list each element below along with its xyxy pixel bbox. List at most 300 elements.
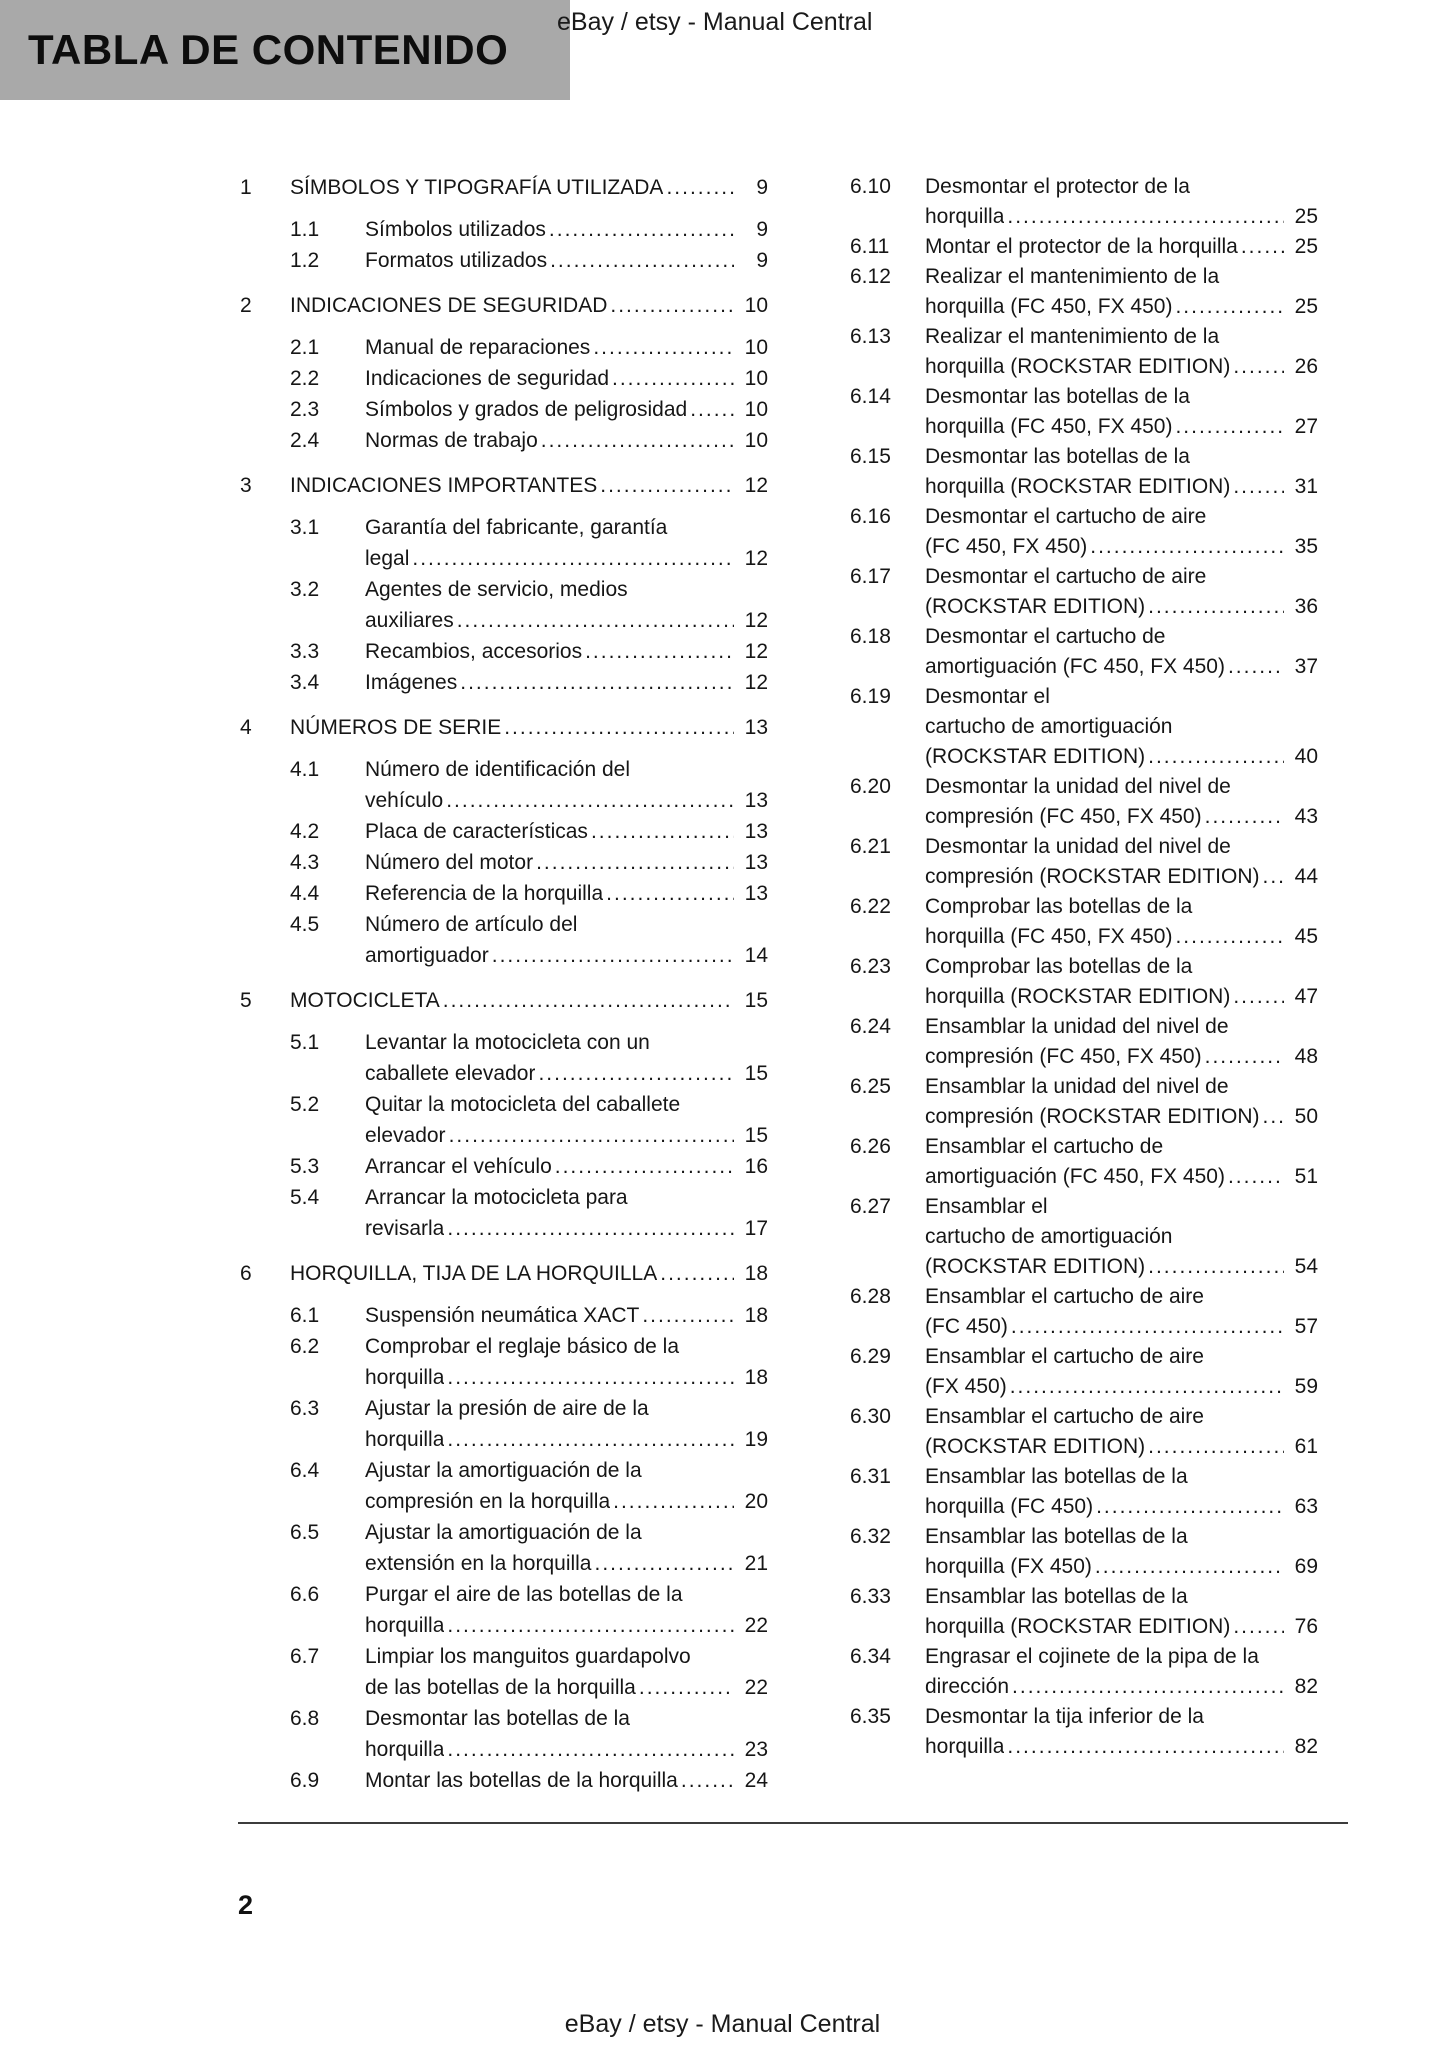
toc-entry-lastline	[365, 332, 768, 363]
toc-entry-body	[365, 1517, 768, 1579]
toc-entry-line: Desmontar el cartucho de	[925, 625, 1166, 648]
toc-entry-number: 6.8	[290, 1707, 320, 1730]
dot-leader	[447, 1362, 734, 1393]
toc-entry-line: Ensamblar el cartucho de	[925, 1135, 1164, 1158]
toc-entry-line: Desmontar las botellas de la	[925, 385, 1190, 408]
toc-page-number: 36	[1294, 595, 1318, 618]
dot-leader	[538, 1058, 734, 1089]
dot-leader	[600, 470, 734, 501]
toc-page-number: 15	[744, 1062, 768, 1085]
toc-entry-text: horquilla	[365, 1614, 445, 1637]
toc-page-number: 15	[744, 989, 768, 1012]
toc-entry-number: 6.6	[290, 1583, 320, 1606]
toc-entry-text: horquilla (FC 450, FX 450)	[925, 415, 1173, 438]
toc-section-entry	[290, 363, 768, 394]
toc-entry-line: Ensamblar las botellas de la	[925, 1465, 1188, 1488]
toc-section-entry	[290, 574, 768, 636]
dot-leader	[1010, 1372, 1284, 1402]
toc-entry-lastline	[925, 1102, 1318, 1132]
toc-entry-number: 2.2	[290, 367, 320, 390]
dot-leader	[1148, 742, 1284, 772]
toc-entry-text: Montar el protector de la horquilla	[925, 235, 1238, 258]
toc-entry-body	[365, 1455, 768, 1517]
toc-column-left	[240, 172, 768, 1796]
toc-entry-text: dirección	[925, 1675, 1010, 1698]
toc-entry-line: Desmontar la unidad del nivel de	[925, 835, 1231, 858]
toc-entry-lastline	[365, 847, 768, 878]
toc-entry-line: Engrasar el cojinete de la pipa de la	[925, 1645, 1259, 1668]
toc-entry-number: 6.22	[850, 895, 891, 918]
toc-entry-text: Normas de trabajo	[365, 429, 538, 452]
toc-section-entry	[850, 832, 1318, 892]
toc-entry-text: Recambios, accesorios	[365, 640, 583, 663]
toc-page-number: 76	[1294, 1615, 1318, 1638]
toc-entry-body	[365, 1393, 768, 1455]
dot-leader	[1233, 352, 1284, 382]
toc-section-entry	[290, 1089, 768, 1151]
toc-entry-line: Garantía del fabricante, garantía	[365, 516, 668, 539]
toc-page-number: 15	[744, 1124, 768, 1147]
dot-leader	[541, 425, 734, 456]
toc-page-number: 12	[744, 547, 768, 570]
toc-entry-line: Ensamblar las botellas de la	[925, 1525, 1188, 1548]
toc-page-number: 10	[744, 294, 768, 317]
toc-section-entry	[850, 232, 1318, 262]
toc-entry-number: 6.28	[850, 1285, 891, 1308]
toc-entry-lastline	[365, 394, 768, 425]
toc-entry-lastline	[925, 532, 1318, 562]
toc-section-entry	[850, 382, 1318, 442]
toc-entry-body	[925, 1522, 1318, 1582]
toc-entry-number: 6.11	[850, 235, 890, 258]
toc-entry-text: (ROCKSTAR EDITION)	[925, 745, 1146, 768]
toc-entry-number: 4.1	[290, 758, 320, 781]
toc-page-number: 13	[744, 820, 768, 843]
toc-entry-body	[925, 1072, 1318, 1132]
toc-entry-line: Agentes de servicio, medios	[365, 578, 628, 601]
dot-leader	[1012, 1672, 1284, 1702]
toc-section-entry	[290, 394, 768, 425]
toc-entry-text: horquilla (FC 450, FX 450)	[925, 925, 1173, 948]
toc-page-number: 27	[1294, 415, 1318, 438]
toc-entry-number: 6.5	[290, 1521, 320, 1544]
toc-entry-lastline	[365, 1734, 768, 1765]
dot-leader	[639, 1672, 734, 1703]
toc-entry-line: Limpiar los manguitos guardapolvo	[365, 1645, 691, 1668]
toc-entry-line: Desmontar las botellas de la	[365, 1707, 630, 1730]
toc-page-number: 61	[1294, 1435, 1318, 1458]
toc-entry-number: 4	[240, 716, 252, 739]
toc-page-number: 43	[1294, 805, 1318, 828]
toc-entry-body	[290, 470, 768, 501]
toc-entry-line: Desmontar el cartucho de aire	[925, 565, 1207, 588]
toc-section-entry	[290, 1151, 768, 1182]
toc-entry-body	[290, 290, 768, 321]
toc-entry-body	[925, 502, 1318, 562]
dot-leader	[591, 816, 734, 847]
toc-entry-text: horquilla	[365, 1366, 445, 1389]
toc-entry-lastline	[290, 1258, 768, 1289]
toc-entry-lastline	[925, 202, 1318, 232]
toc-entry-number: 6.12	[850, 265, 891, 288]
toc-entry-body	[365, 425, 768, 456]
toc-entry-body	[365, 332, 768, 363]
dot-leader	[1263, 862, 1285, 892]
toc-entry-lastline	[365, 878, 768, 909]
toc-entry-number: 6.15	[850, 445, 891, 468]
toc-page-number: 35	[1294, 535, 1318, 558]
toc-entry-lastline	[365, 1362, 768, 1393]
toc-page-number: 50	[1294, 1105, 1318, 1128]
toc-section-entry	[290, 512, 768, 574]
toc-entry-text: revisarla	[365, 1217, 445, 1240]
dot-leader	[681, 1765, 734, 1796]
toc-entry-number: 3.3	[290, 640, 320, 663]
toc-section-entry	[290, 1641, 768, 1703]
dot-leader	[457, 605, 734, 636]
toc-section-entry	[850, 1462, 1318, 1522]
toc-entry-number: 5.2	[290, 1093, 320, 1116]
toc-entry-lastline	[365, 425, 768, 456]
toc-entry-lastline	[365, 245, 768, 276]
toc-entry-body	[365, 667, 768, 698]
dot-leader	[666, 172, 734, 203]
toc-chapter-entry	[240, 470, 768, 501]
toc-entry-lastline	[925, 1732, 1318, 1762]
toc-section-entry	[290, 214, 768, 245]
toc-entry-lastline	[925, 1312, 1318, 1342]
dot-leader	[549, 214, 734, 245]
toc-page-number: 13	[744, 882, 768, 905]
page-title-banner	[0, 0, 570, 100]
toc-page-number: 82	[1294, 1675, 1318, 1698]
toc-entry-number: 6.25	[850, 1075, 891, 1098]
toc-entry-number: 6.2	[290, 1335, 320, 1358]
toc-entry-text: (FC 450, FX 450)	[925, 535, 1088, 558]
toc-page-number: 14	[744, 944, 768, 967]
toc-entry-text: horquilla	[365, 1428, 445, 1451]
toc-entry-number: 6.34	[850, 1645, 891, 1668]
toc-entry-body	[925, 562, 1318, 622]
toc-section-entry	[290, 1455, 768, 1517]
toc-entry-line: Ajustar la amortiguación de la	[365, 1521, 642, 1544]
toc-entry-lastline	[290, 712, 768, 743]
toc-entry-line: Quitar la motocicleta del caballete	[365, 1093, 681, 1116]
dot-leader	[536, 847, 734, 878]
toc-entry-lastline	[365, 667, 768, 698]
toc-entry-body	[925, 262, 1318, 322]
toc-page-number: 24	[744, 1769, 768, 1792]
document-footer-text: eBay / etsy - Manual Central	[564, 2010, 881, 2038]
toc-entry-number: 6.33	[850, 1585, 891, 1608]
toc-entry-number: 6.32	[850, 1525, 891, 1548]
toc-page-number: 63	[1294, 1495, 1318, 1518]
toc-entry-number: 6.14	[850, 385, 891, 408]
dot-leader	[612, 363, 734, 394]
toc-section-entry	[290, 1765, 768, 1796]
dot-leader	[1011, 1312, 1284, 1342]
toc-entry-lastline	[925, 1252, 1318, 1282]
dot-leader	[1175, 412, 1284, 442]
toc-page-number: 23	[744, 1738, 768, 1761]
toc-entry-text: amortiguador	[365, 944, 489, 967]
dot-leader	[642, 1300, 734, 1331]
toc-entry-text: horquilla (FC 450)	[925, 1495, 1094, 1518]
toc-entry-body	[925, 172, 1318, 232]
dot-leader	[1228, 1162, 1284, 1192]
toc-entry-line: Desmontar el cartucho de aire	[925, 505, 1207, 528]
dot-leader	[1148, 1432, 1284, 1462]
toc-page-number: 13	[744, 716, 768, 739]
toc-section-entry	[290, 245, 768, 276]
toc-entry-body	[365, 512, 768, 574]
toc-entry-number: 3	[240, 474, 252, 497]
dot-leader	[1205, 802, 1284, 832]
toc-entry-number: 4.3	[290, 851, 320, 874]
toc-entry-lastline	[290, 290, 768, 321]
toc-entry-text: amortiguación (FC 450, FX 450)	[925, 655, 1225, 678]
toc-entry-number: 5.3	[290, 1155, 320, 1178]
toc-page-number: 21	[744, 1552, 768, 1575]
toc-entry-line: cartucho de amortiguación	[925, 1225, 1173, 1248]
toc-section-entry	[290, 667, 768, 698]
toc-entry-lastline	[925, 802, 1318, 832]
toc-entry-body	[365, 816, 768, 847]
toc-entry-line: Ensamblar la unidad del nivel de	[925, 1075, 1229, 1098]
toc-entry-lastline	[925, 1672, 1318, 1702]
toc-section-entry	[850, 1702, 1318, 1762]
toc-entry-body	[925, 1582, 1318, 1642]
toc-entry-text: Número del motor	[365, 851, 534, 874]
toc-entry-number: 6.1	[290, 1304, 320, 1327]
toc-section-entry	[290, 1579, 768, 1641]
toc-entry-line: Desmontar la tija inferior de la	[925, 1705, 1204, 1728]
toc-entry-text: Arrancar el vehículo	[365, 1155, 552, 1178]
toc-entry-lastline	[925, 1432, 1318, 1462]
toc-entry-lastline	[365, 1424, 768, 1455]
toc-section-entry	[850, 1402, 1318, 1462]
toc-entry-text: Placa de características	[365, 820, 588, 843]
toc-section-entry	[850, 952, 1318, 1012]
toc-section-entry	[850, 892, 1318, 952]
toc-page-number: 10	[744, 398, 768, 421]
toc-entry-body	[925, 952, 1318, 1012]
dot-leader	[1007, 1732, 1284, 1762]
toc-entry-number: 6.4	[290, 1459, 320, 1482]
toc-chapter-entry	[240, 712, 768, 743]
toc-section-entry	[850, 1192, 1318, 1282]
toc-page-number: 12	[744, 609, 768, 632]
toc-entry-number: 3.4	[290, 671, 320, 694]
dot-leader	[443, 985, 734, 1016]
toc-entry-number: 6.24	[850, 1015, 891, 1038]
toc-section-entry	[850, 172, 1318, 232]
toc-page-number: 13	[744, 789, 768, 812]
toc-entry-body	[925, 892, 1318, 952]
dot-leader	[1148, 1252, 1284, 1282]
toc-entry-number: 4.5	[290, 913, 320, 936]
dot-leader	[504, 712, 734, 743]
toc-entry-number: 5.1	[290, 1031, 320, 1054]
toc-entry-lastline	[365, 1610, 768, 1641]
toc-section-entry	[290, 425, 768, 456]
toc-entry-number: 6.17	[850, 565, 891, 588]
toc-section-entry	[850, 442, 1318, 502]
toc-entry-number: 5.4	[290, 1186, 320, 1209]
dot-leader	[1096, 1492, 1284, 1522]
toc-section-entry	[290, 754, 768, 816]
toc-entry-number: 6.31	[850, 1465, 891, 1488]
toc-entry-lastline	[365, 1300, 768, 1331]
dot-leader	[446, 785, 734, 816]
toc-entry-number: 6.16	[850, 505, 891, 528]
toc-entry-line: Ensamblar el	[925, 1195, 1048, 1218]
toc-entry-text: elevador	[365, 1124, 446, 1147]
toc-entry-lastline	[925, 1492, 1318, 1522]
dot-leader	[1148, 592, 1284, 622]
toc-entry-line: cartucho de amortiguación	[925, 715, 1173, 738]
footer-page-number: 2	[238, 1890, 254, 1920]
toc-entry-lastline	[925, 862, 1318, 892]
toc-entry-body	[365, 1300, 768, 1331]
toc-entry-text: compresión (ROCKSTAR EDITION)	[925, 1105, 1260, 1128]
toc-entry-text: NÚMEROS DE SERIE	[290, 716, 502, 739]
dot-leader	[447, 1424, 734, 1455]
toc-page-number: 48	[1294, 1045, 1318, 1068]
toc-section-entry	[850, 772, 1318, 832]
toc-section-entry	[290, 847, 768, 878]
toc-entry-line: Ajustar la presión de aire de la	[365, 1397, 649, 1420]
toc-chapter-entry	[240, 985, 768, 1016]
toc-entry-number: 6.20	[850, 775, 891, 798]
dot-leader	[555, 1151, 734, 1182]
toc-entry-body	[365, 1331, 768, 1393]
dot-leader	[610, 290, 734, 321]
toc-page-number: 25	[1294, 295, 1318, 318]
toc-entry-line: Arrancar la motocicleta para	[365, 1186, 628, 1209]
toc-entry-number: 5	[240, 989, 252, 1012]
toc-page-number: 22	[744, 1614, 768, 1637]
toc-page-number: 9	[756, 249, 768, 272]
toc-entry-line: Ajustar la amortiguación de la	[365, 1459, 642, 1482]
toc-entry-body	[290, 1258, 768, 1289]
toc-entry-body	[365, 878, 768, 909]
toc-entry-text: INDICACIONES IMPORTANTES	[290, 474, 598, 497]
toc-entry-lastline	[365, 1672, 768, 1703]
toc-entry-text: Imágenes	[365, 671, 458, 694]
toc-entry-lastline	[925, 1612, 1318, 1642]
dot-leader	[1095, 1552, 1284, 1582]
toc-entry-number: 1.2	[290, 249, 320, 272]
dot-leader	[449, 1120, 734, 1151]
toc-section-entry	[290, 1703, 768, 1765]
toc-entry-text: horquilla (ROCKSTAR EDITION)	[925, 355, 1231, 378]
toc-page-number: 9	[756, 176, 768, 199]
toc-entry-lastline	[365, 1120, 768, 1151]
toc-entry-text: horquilla (FX 450)	[925, 1555, 1092, 1578]
dot-leader	[1205, 1042, 1284, 1072]
toc-entry-lastline	[365, 1765, 768, 1796]
toc-page-number: 25	[1294, 205, 1318, 228]
toc-page-number: 10	[744, 429, 768, 452]
toc-entry-number: 6.30	[850, 1405, 891, 1428]
toc-section-entry	[850, 1342, 1318, 1402]
dot-leader	[492, 940, 734, 971]
toc-entry-lastline	[925, 1162, 1318, 1192]
toc-entry-body	[365, 1765, 768, 1796]
dot-leader	[412, 543, 734, 574]
toc-page-number: 47	[1294, 985, 1318, 1008]
toc-entry-lastline	[365, 363, 768, 394]
toc-entry-text: extensión en la horquilla	[365, 1552, 592, 1575]
toc-entry-number: 6.23	[850, 955, 891, 978]
toc-entry-body	[925, 322, 1318, 382]
dot-leader	[1007, 202, 1284, 232]
toc-entry-body	[925, 1132, 1318, 1192]
toc-page-number: 12	[744, 474, 768, 497]
toc-entry-body	[925, 382, 1318, 442]
toc-entry-lastline	[290, 470, 768, 501]
toc-entry-line: Realizar el mantenimiento de la	[925, 325, 1220, 348]
toc-entry-body	[290, 985, 768, 1016]
toc-entry-text: Montar las botellas de la horquilla	[365, 1769, 678, 1792]
toc-page-number: 25	[1294, 235, 1318, 258]
toc-page-number: 12	[744, 640, 768, 663]
toc-entry-body	[365, 245, 768, 276]
toc-page-number: 22	[744, 1676, 768, 1699]
toc-page-number: 20	[744, 1490, 768, 1513]
toc-entry-text: Formatos utilizados	[365, 249, 548, 272]
toc-entry-lastline	[365, 636, 768, 667]
toc-entry-line: Ensamblar la unidad del nivel de	[925, 1015, 1229, 1038]
toc-entry-line: Número de artículo del	[365, 913, 578, 936]
toc-entry-number: 2.3	[290, 398, 320, 421]
toc-entry-number: 3.2	[290, 578, 320, 601]
toc-section-entry	[290, 1027, 768, 1089]
dot-leader	[1233, 472, 1284, 502]
toc-entry-number: 1.1	[290, 218, 320, 241]
toc-entry-body	[925, 772, 1318, 832]
toc-section-entry	[850, 1642, 1318, 1702]
toc-entry-number: 6.35	[850, 1705, 891, 1728]
toc-section-entry	[290, 1300, 768, 1331]
toc-page-number: 18	[744, 1366, 768, 1389]
toc-entry-text: Símbolos utilizados	[365, 218, 546, 241]
toc-entry-lastline	[365, 605, 768, 636]
toc-entry-lastline	[925, 922, 1318, 952]
toc-entry-number: 3.1	[290, 516, 320, 539]
toc-entry-text: horquilla (ROCKSTAR EDITION)	[925, 475, 1231, 498]
toc-entry-number: 6.19	[850, 685, 891, 708]
toc-entry-text: horquilla (ROCKSTAR EDITION)	[925, 1615, 1231, 1638]
toc-entry-body	[365, 394, 768, 425]
toc-entry-body	[365, 1089, 768, 1151]
toc-entry-line: Comprobar el reglaje básico de la	[365, 1335, 680, 1358]
toc-entry-text: (ROCKSTAR EDITION)	[925, 595, 1146, 618]
toc-entry-line: Ensamblar el cartucho de aire	[925, 1285, 1204, 1308]
toc-page-number: 57	[1294, 1315, 1318, 1338]
toc-section-entry	[850, 262, 1318, 322]
toc-page-number: 51	[1294, 1165, 1318, 1188]
toc-entry-text: horquilla	[925, 1735, 1005, 1758]
toc-entry-lastline	[365, 1213, 768, 1244]
dot-leader	[1175, 292, 1284, 322]
toc-entry-text: compresión en la horquilla	[365, 1490, 611, 1513]
toc-entry-lastline	[925, 1042, 1318, 1072]
toc-entry-text: auxiliares	[365, 609, 454, 632]
toc-section-entry	[850, 1072, 1318, 1132]
toc-entry-lastline	[365, 1151, 768, 1182]
